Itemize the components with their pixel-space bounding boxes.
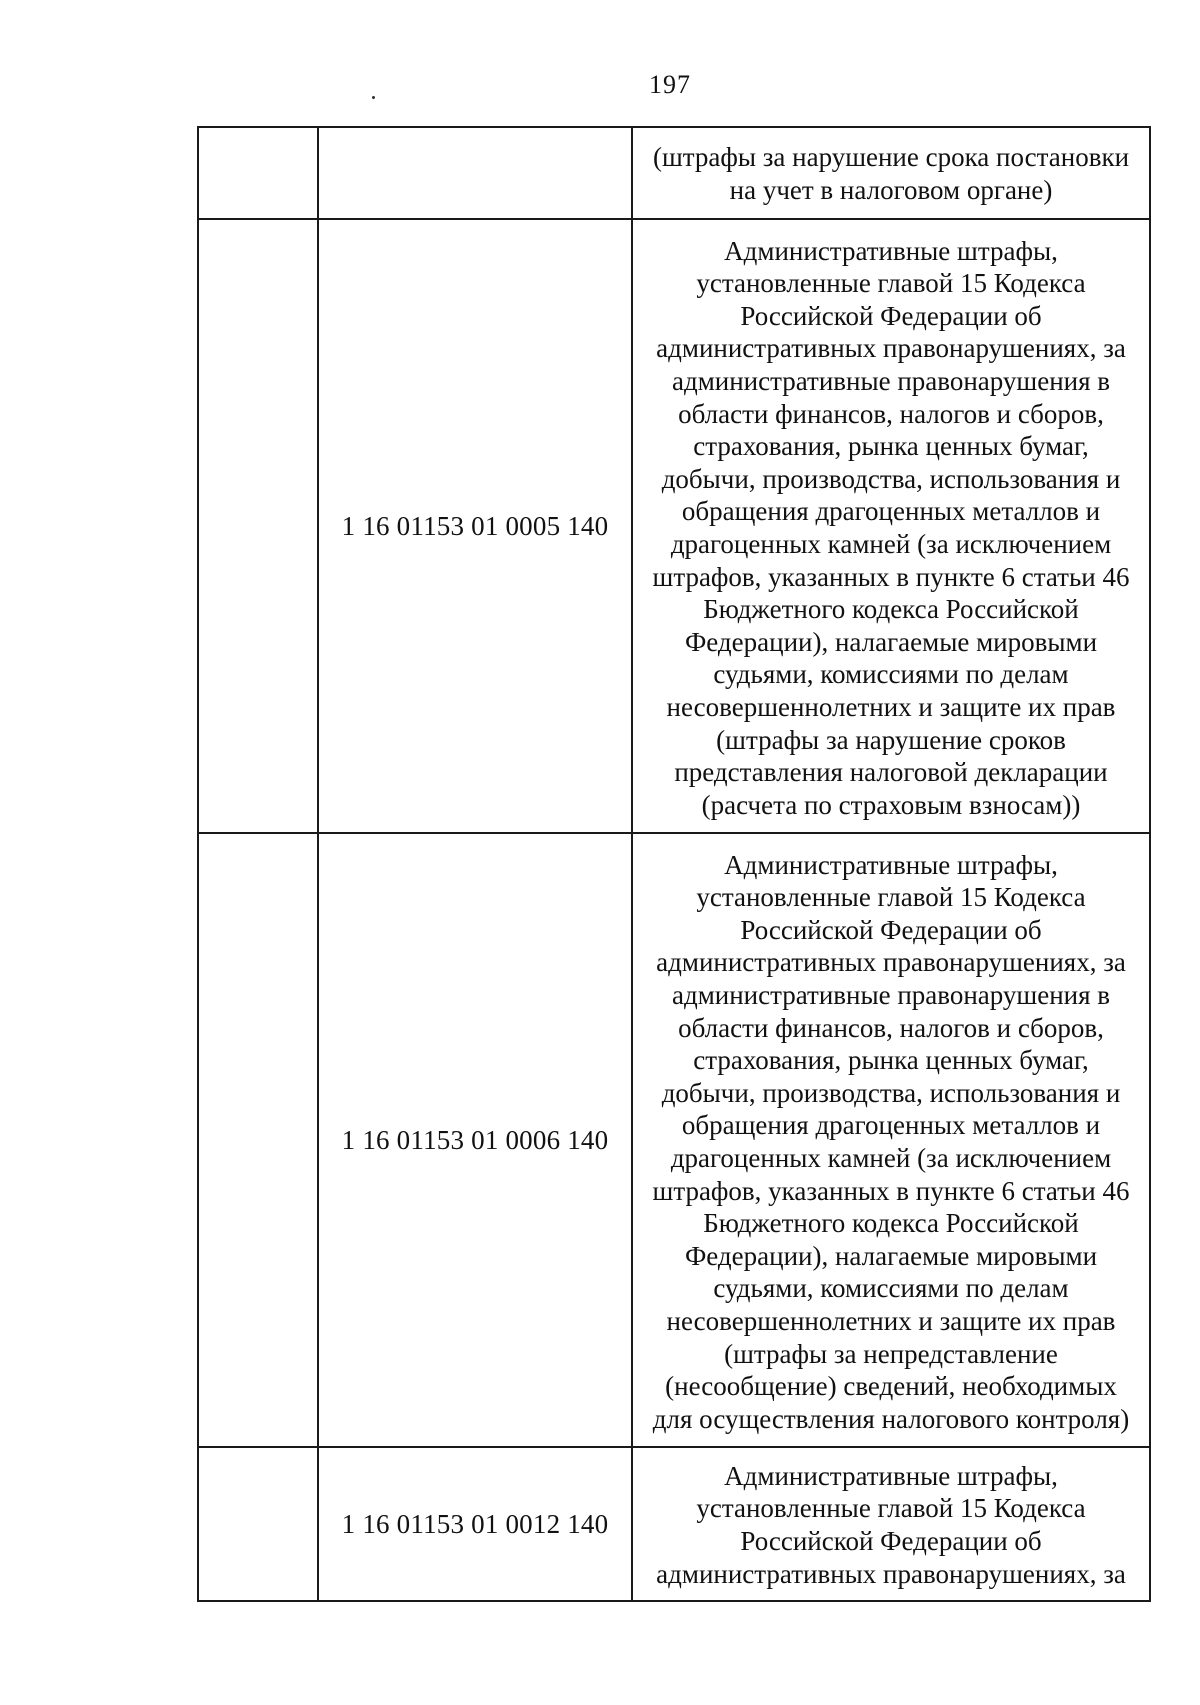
- description-line: административных правонарушениях, за: [656, 333, 1126, 364]
- description-line: представления налоговой декларации: [674, 757, 1108, 788]
- description-line: (штрафы за нарушение срока постановки: [652, 142, 1130, 173]
- description-line: Федерации), налагаемые мировыми: [684, 626, 1098, 657]
- income-description: [632, 127, 1150, 219]
- income-description: [632, 1447, 1150, 1601]
- scan-dot-mark: [372, 96, 375, 99]
- description-line: обращения драгоценных металлов и: [681, 496, 1101, 527]
- description-line: (штрафы за нарушение сроков: [716, 724, 1066, 755]
- description-line: административные правонарушения в: [671, 980, 1111, 1011]
- page-number: 197: [649, 70, 691, 99]
- description-line: судьями, комиссиями по делам: [713, 1273, 1069, 1304]
- description-line: Административные штрафы,: [724, 1460, 1058, 1491]
- description-line: страхования, рынка ценных бумаг,: [693, 1045, 1089, 1076]
- description-line: Федерации), налагаемые мировыми: [684, 1240, 1098, 1271]
- description-line: драгоценных камней (за исключением: [670, 1143, 1112, 1173]
- row-number-cell: [198, 833, 318, 1447]
- table-row: [198, 833, 1150, 1447]
- description-line: страхования, рынка ценных бумаг,: [693, 431, 1089, 462]
- description-line: установленные главой 15 Кодекса: [696, 268, 1086, 299]
- description-line: установленные главой 15 Кодекса: [696, 882, 1086, 913]
- description-line: Российской Федерации об: [740, 1526, 1042, 1556]
- description-line: (расчета по страховым взносам)): [701, 789, 1081, 820]
- description-line: (штрафы за непредставление: [724, 1338, 1058, 1369]
- table-row: [198, 1447, 1150, 1601]
- description-line: Бюджетного кодекса Российской: [703, 594, 1079, 625]
- description-line: на учет в налоговом органе): [729, 175, 1053, 205]
- description-line: штрафов, указанных в пункте 6 статьи 46: [652, 561, 1130, 592]
- description-line: обращения драгоценных металлов и: [681, 1110, 1101, 1141]
- row-number-cell: [198, 127, 318, 219]
- table-row: [198, 127, 1150, 219]
- row-number-cell: [198, 219, 318, 833]
- table-body: [198, 127, 1150, 1601]
- description-line: (несообщение) сведений, необходимых: [665, 1371, 1117, 1402]
- income-description: [632, 833, 1150, 1447]
- description-line: административные правонарушения в: [671, 366, 1111, 397]
- description-line: Административные штрафы,: [724, 849, 1058, 880]
- description-line: административных правонарушениях, за: [656, 1558, 1126, 1589]
- description-line: области финансов, налогов и сборов,: [678, 1012, 1104, 1043]
- description-line: несовершеннолетних и защите их прав: [666, 691, 1116, 722]
- description-line: Бюджетного кодекса Российской: [703, 1208, 1079, 1239]
- budget-code-table: [197, 126, 1151, 1602]
- description-line: Российской Федерации об: [740, 300, 1042, 331]
- description-line: несовершеннолетних и защите их прав: [666, 1305, 1116, 1336]
- description-line: Российской Федерации об: [740, 914, 1042, 945]
- description-line: области финансов, налогов и сборов,: [678, 398, 1104, 429]
- budget-classification-code: 1 16 01153 01 0012 140: [318, 1447, 632, 1601]
- budget-classification-code: [318, 127, 632, 219]
- description-line: добычи, производства, использования и: [661, 463, 1121, 494]
- description-line: административных правонарушениях, за: [656, 947, 1126, 978]
- budget-classification-code: 1 16 01153 01 0006 140: [318, 833, 632, 1447]
- description-line: добычи, производства, использования и: [661, 1077, 1121, 1108]
- description-line: драгоценных камней (за исключением: [670, 529, 1112, 559]
- description-line: судьями, комиссиями по делам: [713, 659, 1069, 690]
- description-line: для осуществления налогового контроля): [652, 1403, 1130, 1434]
- income-description: [632, 219, 1150, 833]
- description-line: Административные штрафы,: [724, 235, 1058, 266]
- row-number-cell: [198, 1447, 318, 1601]
- budget-classification-code: 1 16 01153 01 0005 140: [318, 219, 632, 833]
- table-row: [198, 219, 1150, 833]
- description-line: установленные главой 15 Кодекса: [696, 1493, 1086, 1524]
- description-line: штрафов, указанных в пункте 6 статьи 46: [652, 1175, 1130, 1206]
